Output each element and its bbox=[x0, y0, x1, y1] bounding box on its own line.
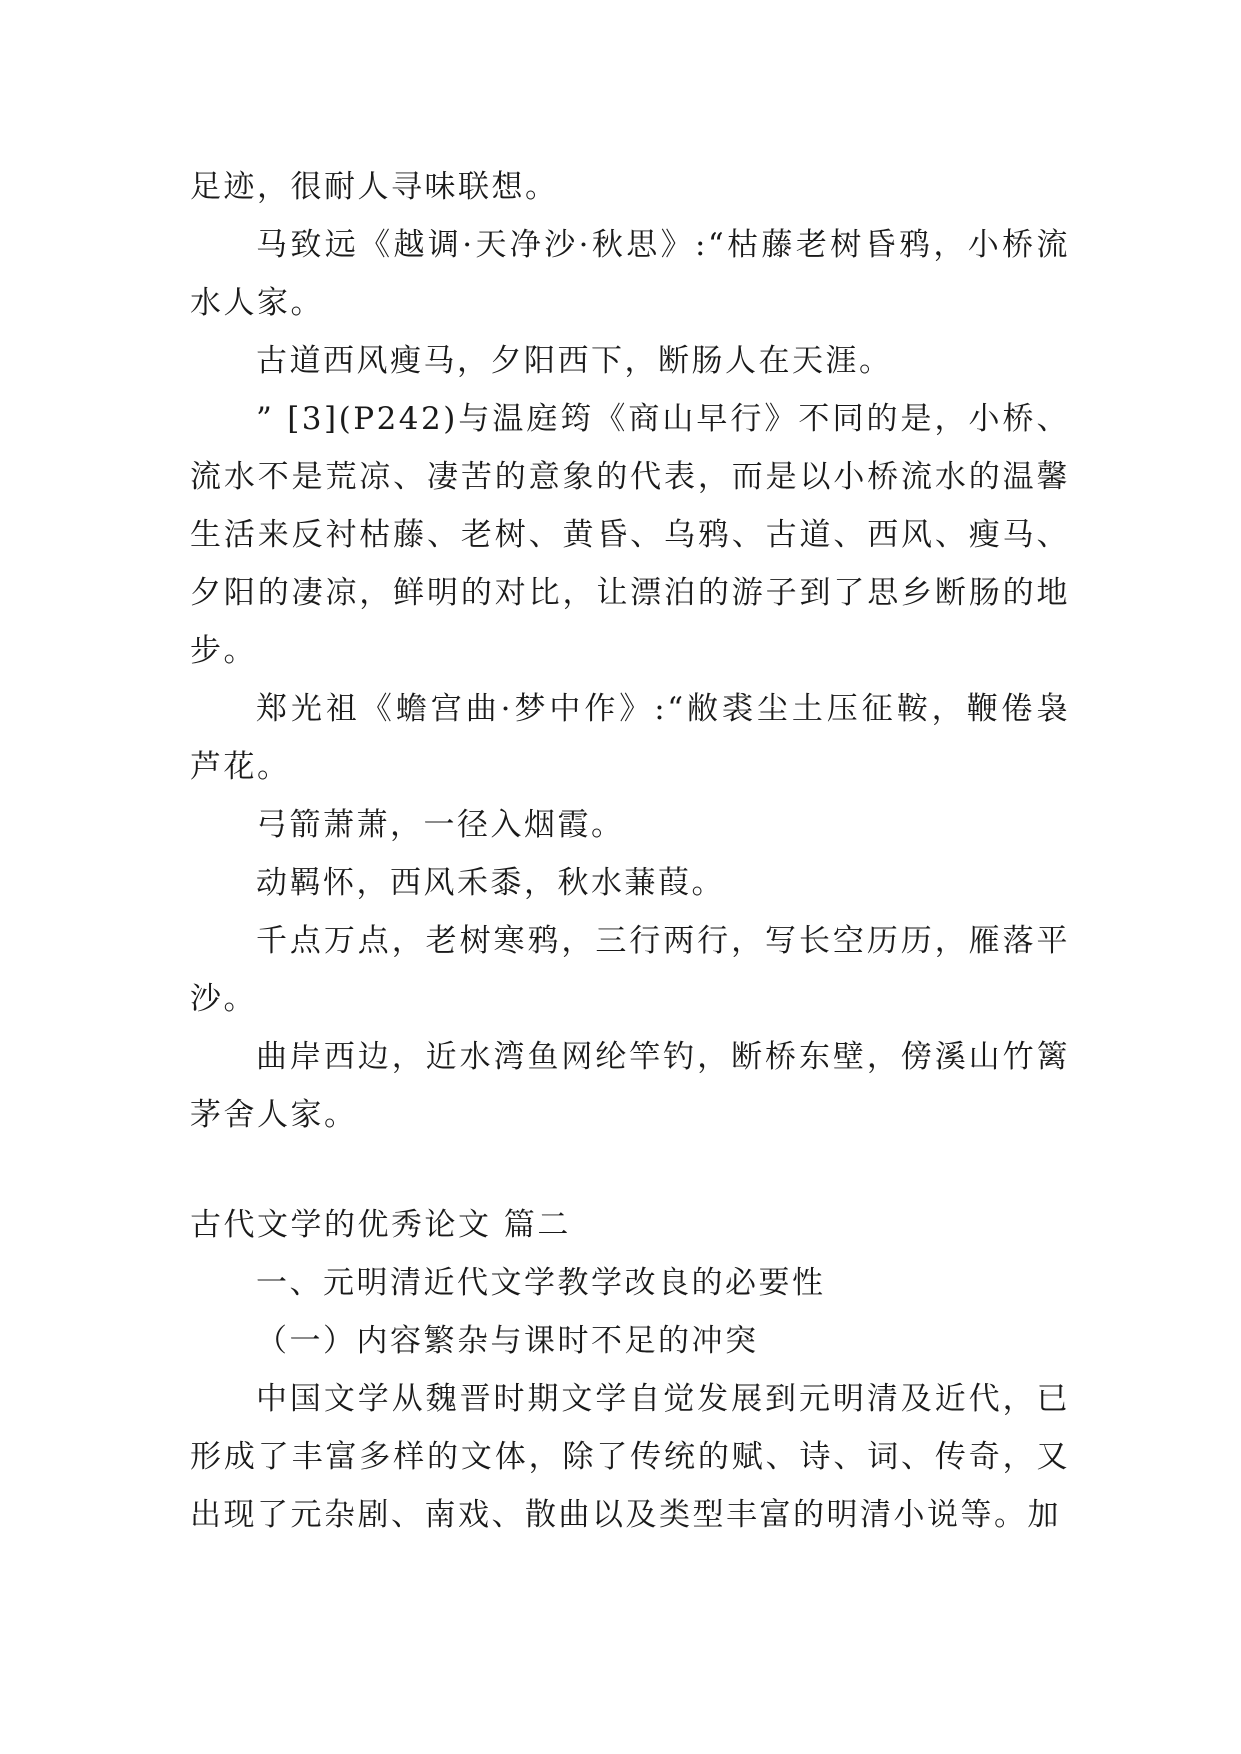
paragraph: 弓箭萧萧，一径入烟霞。 bbox=[256, 807, 625, 843]
paragraph: 千点万点，老树寒鸦，三行两行，写长空历历，雁落平沙。 bbox=[190, 923, 1070, 1017]
paragraph: ” [3](P242)与温庭筠《商山早行》不同的是，小桥、流水不是荒凉、凄苦的意象的代表，而是以小桥流水的温馨生活来反衬枯藤、老树、黄昏、乌鸦、古道、西风、瘦马、夕阳的凄凉，鲜明的对比，让漂泊的游子到了思乡断肠的地步。 bbox=[190, 401, 1070, 669]
paragraph: 马致远《越调·天净沙·秋思》:“枯藤老树昏鸦，小桥流水人家。 bbox=[190, 227, 1070, 321]
paragraph: 中国文学从魏晋时期文学自觉发展到元明清及近代，已形成了丰富多样的文体，除了传统的赋、诗、词、传奇，又出现了元杂剧、南戏、散曲以及类型丰富的明清小说等。加 bbox=[190, 1381, 1070, 1533]
subsection-heading: （一）内容繁杂与课时不足的冲突 bbox=[256, 1323, 759, 1359]
paragraph: 曲岸西边，近水湾鱼网纶竿钓，断桥东壁，傍溪山竹篱茅舍人家。 bbox=[190, 1039, 1070, 1133]
section-heading: 一、元明清近代文学教学改良的必要性 bbox=[256, 1265, 826, 1301]
section-title: 古代文学的优秀论文 篇二 bbox=[190, 1207, 571, 1243]
paragraph: 动羁怀，西风禾黍，秋水蒹葭。 bbox=[256, 865, 725, 901]
document-body bbox=[190, 158, 1070, 1544]
paragraph: 古道西风瘦马，夕阳西下，断肠人在天涯。 bbox=[256, 343, 893, 379]
paragraph: 足迹，很耐人寻味联想。 bbox=[190, 169, 559, 205]
paragraph: 郑光祖《蟾宫曲·梦中作》:“敝裘尘土压征鞍，鞭倦袅芦花。 bbox=[190, 691, 1070, 785]
